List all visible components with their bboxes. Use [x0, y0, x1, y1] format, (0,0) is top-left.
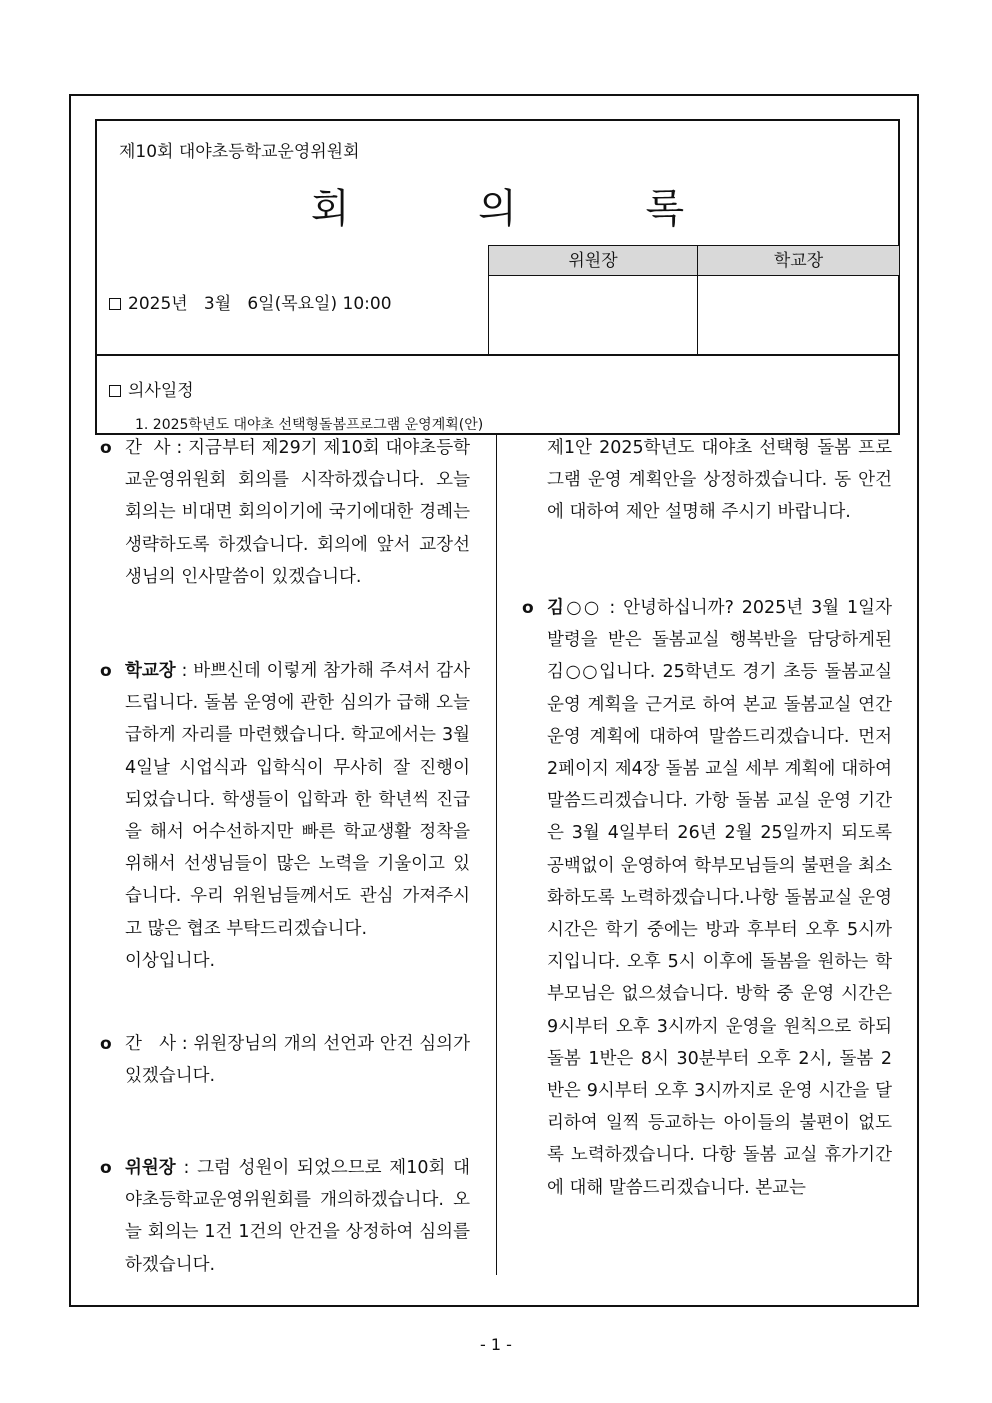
bullet-icon: o — [100, 1034, 112, 1054]
speaker-name: 위원장 — [125, 1158, 176, 1178]
signature-box-chair — [488, 275, 698, 355]
signature-header-principal: 학교장 — [697, 245, 900, 276]
signature-table — [488, 245, 900, 355]
entry-text: : 위원장님의 개의 선언과 안건 심의가 있겠습니다. — [125, 1034, 470, 1087]
document-title: 회 의 록 — [310, 186, 743, 232]
entry-closing: 이상입니다. — [125, 950, 216, 971]
agenda-item: 1. 2025학년도 대야초 선택형돌봄프로그램 운영계획(안) — [135, 417, 484, 433]
minutes-entry — [522, 592, 892, 1204]
entry-text: : 바쁘신데 이렇게 참가해 주셔서 감사드립니다. 돌봄 운영에 관한 심의가 급해 오늘 급하게 자리를 마련했습니다. 학교에서는 3월 4일날 시업식과 입학식이 무사히 잘 진행이 되었습니다. 학생들이 입학과 한 학년씩 진급을 해서 어수선하지만 빠른 학교생활 정착을 위해서 선생님들이 많은 노력을 기울이고 있습니다. 우리 위원님들께서도 관심 가져주시고 많은 협조 부탁드리겠습니다. — [125, 661, 470, 939]
entry-body — [125, 655, 470, 945]
meeting-name: 제10회 대야초등학교운영위원회 — [119, 142, 360, 162]
bullet-icon: o — [522, 598, 534, 618]
minutes-entry — [100, 1152, 470, 1281]
agenda-label — [109, 376, 194, 401]
signature-header-chair: 위원장 — [488, 245, 698, 276]
checkbox-icon — [109, 385, 121, 397]
entry-body — [125, 1028, 470, 1092]
entry-body — [125, 1152, 470, 1281]
checkbox-icon — [109, 298, 121, 310]
meeting-date — [109, 289, 392, 314]
speaker-name: 간 사 — [125, 438, 171, 458]
entry-text: : 지금부터 제29기 제10회 대야초등학교운영위원회 회의를 시작하겠습니다. 오늘 회의는 비대면 회의이기에 국기에대한 경례는 생략하도록 하겠습니다. 회의에 앞서 교장선생님의 인사말씀이 있겠습니다. — [125, 438, 471, 587]
bullet-icon: o — [100, 1158, 112, 1178]
minutes-entry — [100, 655, 470, 977]
entry-continuation: 제1안 2025학년도 대야초 선택형 돌봄 프로그램 운영 계획안을 상정하겠습니다. 동 안건에 대하여 제안 설명해 주시기 바랍니다. — [547, 438, 892, 523]
minutes-entry — [522, 432, 892, 529]
entry-body — [125, 432, 470, 593]
entry-body — [547, 592, 892, 1204]
speaker-name: 간 사 — [125, 1034, 177, 1054]
entry-text: : 안녕하십니까? 2025년 3월 1일자 발령을 받은 돌봄교실 행복반을 담당하게된 김○○입니다. 25학년도 경기 초등 돌봄교실 운영 계획을 근거로 하여 본교 돌봄교실 연간 운영 계획에 대하여 말씀드리겠습니다. 먼저 2페이지 제4장 돌봄 교실 세부 계획에 대하여 말씀드리겠습니다. 가항 돌봄 교실 운영 기간은 3월 4일부터 26년 2월 25일까지 되도록 공백없이 운영하여 학부모님들의 불편을 최소화하도록 노력하겠습니다.나항 돌봄교실 운영 시간은 학기 중에는 방과 후부터 오후 5시까지입니다. 오후 5시 이후에 돌봄을 원하는 학부모님은 없으셨습니다. 방학 중 운영 시간은 9시부터 오후 3시까지 운영을 원칙으로 하되 돌봄 1반은 8시 30분부터 오후 2시, 돌봄 2반은 9시부터 오후 3시까지로 운영 시간을 달리하여 일찍 등교하는 아이들의 불편이 없도록 노력하겠습니다. 다항 돌봄 교실 휴가기간에 대해 말씀드리겠습니다. 본교는 — [547, 598, 892, 1198]
header-box — [95, 119, 900, 435]
bullet-icon: o — [100, 438, 112, 458]
bullet-icon: o — [100, 661, 112, 681]
minutes-entry — [100, 432, 470, 593]
meeting-date-text: 2025년 3월 6일(목요일) 10:00 — [128, 294, 392, 314]
speaker-name: 김○○ — [547, 598, 602, 618]
signature-box-principal — [697, 275, 900, 355]
speaker-name: 학교장 — [125, 661, 176, 681]
column-divider — [496, 435, 497, 1275]
page-number: - 1 - — [480, 1335, 512, 1354]
header-divider — [97, 354, 898, 356]
minutes-entry — [100, 1028, 470, 1092]
agenda-label-text: 의사일정 — [128, 381, 194, 401]
entry-text: : 그럼 성원이 되었으므로 제10회 대야초등학교운영위원회를 개의하겠습니다. 오늘 회의는 1건 1건의 안건을 상정하여 심의를 하겠습니다. — [125, 1158, 470, 1275]
